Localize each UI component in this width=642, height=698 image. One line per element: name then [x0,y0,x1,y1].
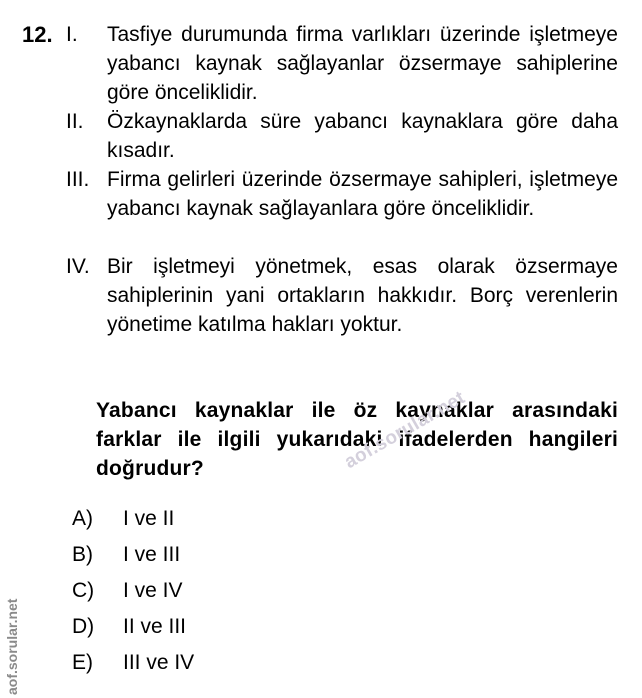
statement-text: Tasfiye durumunda firma varlıkları üzerinde işletmeye yabancı kaynak sağlayanlar özsermaye sahiplerine göre önceliklidir. [107,23,618,104]
option-text: III ve IV [123,651,195,674]
option-letter: D) [72,615,95,638]
option-text: I ve III [123,543,181,566]
option-letter: A) [72,507,93,530]
statement-text: Özkaynaklarda süre yabancı kaynaklara göre daha kısadır. [107,110,618,162]
statement-roman-numeral: IV. [66,255,90,278]
option-text: I ve II [123,507,175,530]
option-text: II ve III [123,615,187,638]
watermark-diagonal: aof.sorular.net [341,387,469,474]
statement-3 [66,165,618,223]
option-letter: C) [72,579,95,602]
option-text: I ve IV [123,579,183,602]
question-number: 12. [22,22,53,47]
statement-roman-numeral: III. [66,168,90,191]
statement-roman-numeral: II. [66,110,84,133]
statement-4 [66,252,618,339]
statement-1 [66,20,618,107]
statement-2 [66,107,618,165]
option-letter: E) [72,651,93,674]
option-letter: B) [72,543,93,566]
statement-text: Firma gelirleri üzerinde özsermaye sahipleri, işletmeye yabancı kaynak sağlayanlara göre önceliklidir. [107,168,618,220]
statement-text: Bir işletmeyi yönetmek, esas olarak özsermaye sahiplerinin yani ortakların hakkıdır. Borç verenlerin yönetime katılma hakları yoktur. [107,255,618,336]
watermark-vertical: aof.sorular.net [4,598,20,695]
statement-roman-numeral: I. [66,23,78,46]
question-prompt: Yabancı kaynaklar ile öz kaynaklar arasındaki farklar ile ilgili yukarıdaki ifadelerden hangileri doğrudur? [96,399,618,480]
